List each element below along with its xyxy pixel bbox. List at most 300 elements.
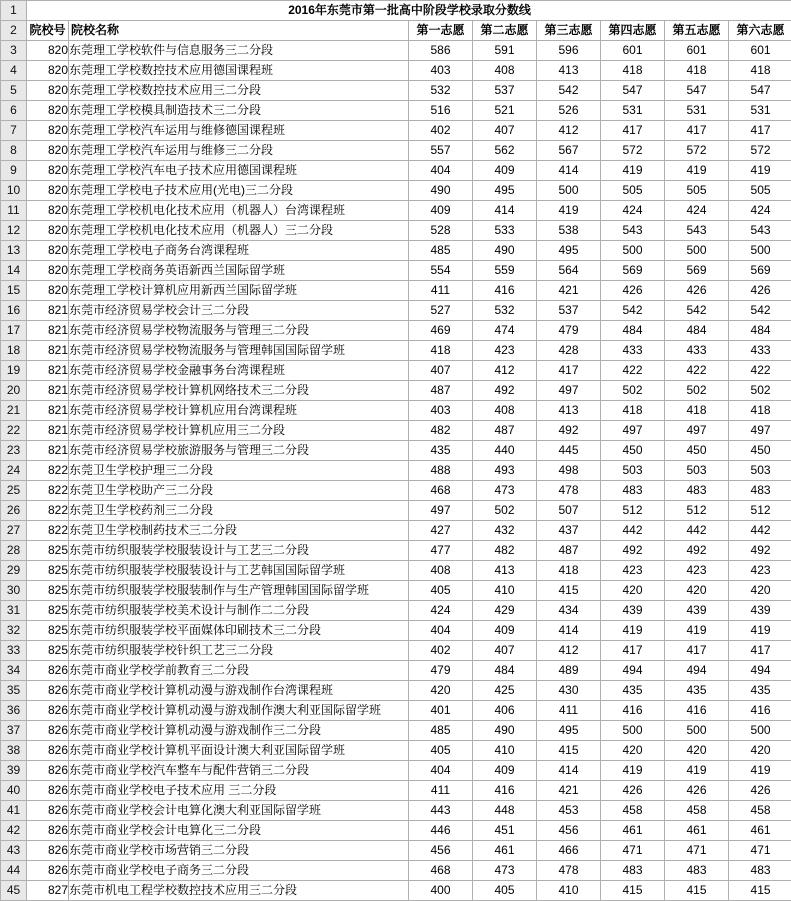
cell-score-choice-1[interactable]: 402 [409, 641, 473, 661]
cell-score-choice-4[interactable]: 471 [601, 841, 665, 861]
cell-score-choice-6[interactable]: 439 [729, 601, 791, 621]
cell-score-choice-2[interactable]: 410 [473, 581, 537, 601]
table-row[interactable] [1, 421, 791, 441]
cell-score-choice-5[interactable]: 423 [665, 561, 729, 581]
cell-score-choice-2[interactable]: 423 [473, 341, 537, 361]
cell-score-choice-5[interactable]: 420 [665, 741, 729, 761]
cell-school-name[interactable]: 东莞市商业学校计算机平面设计澳大利亚国际留学班 [69, 741, 409, 761]
row-header[interactable]: 1 [1, 1, 27, 21]
cell-score-choice-5[interactable]: 500 [665, 241, 729, 261]
cell-school-code[interactable]: 826 [27, 861, 69, 881]
cell-school-name[interactable]: 东莞卫生学校药剂三二分段 [69, 501, 409, 521]
cell-score-choice-5[interactable]: 471 [665, 841, 729, 861]
cell-score-choice-2[interactable]: 492 [473, 381, 537, 401]
cell-score-choice-2[interactable]: 409 [473, 161, 537, 181]
cell-school-name[interactable]: 东莞市经济贸易学校物流服务与管理韩国国际留学班 [69, 341, 409, 361]
cell-school-name[interactable]: 东莞市经济贸易学校计算机应用三二分段 [69, 421, 409, 441]
cell-school-name[interactable]: 东莞市商业学校电子技术应用 三二分段 [69, 781, 409, 801]
row-header[interactable]: 38 [1, 741, 27, 761]
table-row[interactable] [1, 741, 791, 761]
cell-score-choice-6[interactable]: 418 [729, 61, 791, 81]
table-row[interactable] [1, 361, 791, 381]
cell-score-choice-4[interactable]: 418 [601, 401, 665, 421]
cell-score-choice-1[interactable]: 405 [409, 581, 473, 601]
cell-score-choice-6[interactable]: 417 [729, 121, 791, 141]
cell-score-choice-2[interactable]: 521 [473, 101, 537, 121]
cell-score-choice-2[interactable]: 407 [473, 121, 537, 141]
cell-score-choice-4[interactable]: 426 [601, 281, 665, 301]
cell-score-choice-1[interactable]: 402 [409, 121, 473, 141]
cell-score-choice-5[interactable]: 416 [665, 701, 729, 721]
cell-score-choice-1[interactable]: 446 [409, 821, 473, 841]
cell-school-code[interactable]: 820 [27, 61, 69, 81]
cell-score-choice-2[interactable]: 487 [473, 421, 537, 441]
cell-score-choice-5[interactable]: 601 [665, 41, 729, 61]
cell-school-code[interactable]: 820 [27, 241, 69, 261]
cell-score-choice-1[interactable]: 456 [409, 841, 473, 861]
cell-score-choice-4[interactable]: 419 [601, 161, 665, 181]
cell-score-choice-6[interactable]: 420 [729, 741, 791, 761]
cell-score-choice-2[interactable]: 482 [473, 541, 537, 561]
cell-school-code[interactable]: 826 [27, 741, 69, 761]
row-header[interactable]: 30 [1, 581, 27, 601]
cell-school-name[interactable]: 东莞市商业学校会计电算化澳大利亚国际留学班 [69, 801, 409, 821]
cell-school-name[interactable]: 东莞理工学校软件与信息服务三二分段 [69, 41, 409, 61]
cell-score-choice-2[interactable]: 490 [473, 241, 537, 261]
cell-score-choice-5[interactable]: 450 [665, 441, 729, 461]
cell-score-choice-5[interactable]: 484 [665, 321, 729, 341]
table-row[interactable] [1, 841, 791, 861]
cell-score-choice-6[interactable]: 450 [729, 441, 791, 461]
cell-score-choice-3[interactable]: 413 [537, 401, 601, 421]
table-row[interactable] [1, 281, 791, 301]
cell-score-choice-1[interactable]: 404 [409, 761, 473, 781]
cell-score-choice-4[interactable]: 484 [601, 321, 665, 341]
row-header[interactable]: 33 [1, 641, 27, 661]
cell-school-code[interactable]: 821 [27, 301, 69, 321]
row-header[interactable]: 45 [1, 881, 27, 901]
cell-score-choice-6[interactable]: 601 [729, 41, 791, 61]
cell-score-choice-5[interactable]: 494 [665, 661, 729, 681]
cell-score-choice-1[interactable]: 586 [409, 41, 473, 61]
cell-school-code[interactable]: 827 [27, 881, 69, 901]
cell-school-code[interactable]: 821 [27, 321, 69, 341]
cell-score-choice-5[interactable]: 419 [665, 621, 729, 641]
cell-score-choice-2[interactable]: 416 [473, 781, 537, 801]
row-header[interactable]: 20 [1, 381, 27, 401]
cell-score-choice-4[interactable]: 505 [601, 181, 665, 201]
cell-score-choice-4[interactable]: 418 [601, 61, 665, 81]
cell-score-choice-5[interactable]: 492 [665, 541, 729, 561]
cell-score-choice-1[interactable]: 485 [409, 241, 473, 261]
cell-score-choice-1[interactable]: 418 [409, 341, 473, 361]
cell-score-choice-2[interactable]: 461 [473, 841, 537, 861]
table-row[interactable] [1, 221, 791, 241]
table-row[interactable] [1, 641, 791, 661]
cell-score-choice-1[interactable]: 490 [409, 181, 473, 201]
cell-school-name[interactable]: 东莞市纺织服装学校服装设计与工艺韩国国际留学班 [69, 561, 409, 581]
cell-score-choice-3[interactable]: 414 [537, 621, 601, 641]
row-header[interactable]: 35 [1, 681, 27, 701]
row-header[interactable]: 27 [1, 521, 27, 541]
cell-school-name[interactable]: 东莞卫生学校制药技术三二分段 [69, 521, 409, 541]
cell-score-choice-1[interactable]: 477 [409, 541, 473, 561]
row-header[interactable]: 5 [1, 81, 27, 101]
table-row[interactable] [1, 561, 791, 581]
cell-score-choice-5[interactable]: 502 [665, 381, 729, 401]
cell-score-choice-1[interactable]: 427 [409, 521, 473, 541]
cell-school-name[interactable]: 东莞理工学校汽车运用与维修德国课程班 [69, 121, 409, 141]
cell-score-choice-2[interactable]: 591 [473, 41, 537, 61]
cell-score-choice-6[interactable]: 500 [729, 721, 791, 741]
table-row[interactable] [1, 581, 791, 601]
cell-school-name[interactable]: 东莞理工学校计算机应用新西兰国际留学班 [69, 281, 409, 301]
cell-school-name[interactable]: 东莞理工学校机电化技术应用（机器人）三二分段 [69, 221, 409, 241]
cell-score-choice-2[interactable]: 473 [473, 481, 537, 501]
cell-score-choice-5[interactable]: 433 [665, 341, 729, 361]
cell-score-choice-3[interactable]: 445 [537, 441, 601, 461]
cell-score-choice-5[interactable]: 426 [665, 781, 729, 801]
cell-school-code[interactable]: 820 [27, 141, 69, 161]
cell-score-choice-1[interactable]: 516 [409, 101, 473, 121]
cell-score-choice-5[interactable]: 497 [665, 421, 729, 441]
table-row[interactable] [1, 781, 791, 801]
cell-score-choice-5[interactable]: 458 [665, 801, 729, 821]
cell-score-choice-2[interactable]: 490 [473, 721, 537, 741]
row-header[interactable]: 11 [1, 201, 27, 221]
row-header[interactable]: 10 [1, 181, 27, 201]
cell-score-choice-1[interactable]: 488 [409, 461, 473, 481]
row-header[interactable]: 17 [1, 321, 27, 341]
cell-score-choice-4[interactable]: 419 [601, 621, 665, 641]
cell-score-choice-2[interactable]: 408 [473, 61, 537, 81]
cell-score-choice-3[interactable]: 415 [537, 741, 601, 761]
cell-score-choice-4[interactable]: 494 [601, 661, 665, 681]
cell-score-choice-3[interactable]: 478 [537, 481, 601, 501]
cell-score-choice-3[interactable]: 417 [537, 361, 601, 381]
row-header[interactable]: 42 [1, 821, 27, 841]
cell-score-choice-6[interactable]: 422 [729, 361, 791, 381]
cell-score-choice-5[interactable]: 505 [665, 181, 729, 201]
table-row[interactable] [1, 801, 791, 821]
table-row[interactable] [1, 501, 791, 521]
row-header[interactable]: 43 [1, 841, 27, 861]
cell-score-choice-4[interactable]: 422 [601, 361, 665, 381]
cell-score-choice-6[interactable]: 505 [729, 181, 791, 201]
cell-score-choice-4[interactable]: 542 [601, 301, 665, 321]
cell-score-choice-1[interactable]: 408 [409, 561, 473, 581]
cell-score-choice-2[interactable]: 474 [473, 321, 537, 341]
cell-score-choice-6[interactable]: 503 [729, 461, 791, 481]
cell-school-name[interactable]: 东莞市商业学校汽车整车与配件营销三二分段 [69, 761, 409, 781]
cell-score-choice-4[interactable]: 420 [601, 581, 665, 601]
table-row[interactable] [1, 121, 791, 141]
row-header[interactable]: 13 [1, 241, 27, 261]
cell-school-name[interactable]: 东莞卫生学校护理三二分段 [69, 461, 409, 481]
cell-school-name[interactable]: 东莞理工学校电子商务台湾课程班 [69, 241, 409, 261]
cell-score-choice-2[interactable]: 405 [473, 881, 537, 901]
cell-school-name[interactable]: 东莞市纺织服装学校服装制作与生产管理韩国国际留学班 [69, 581, 409, 601]
cell-score-choice-6[interactable]: 494 [729, 661, 791, 681]
cell-score-choice-3[interactable]: 507 [537, 501, 601, 521]
cell-score-choice-6[interactable]: 483 [729, 481, 791, 501]
table-row[interactable] [1, 521, 791, 541]
cell-school-code[interactable]: 820 [27, 81, 69, 101]
cell-score-choice-2[interactable]: 533 [473, 221, 537, 241]
cell-school-name[interactable]: 东莞市纺织服装学校针织工艺三二分段 [69, 641, 409, 661]
row-header[interactable]: 44 [1, 861, 27, 881]
cell-score-choice-4[interactable]: 415 [601, 881, 665, 901]
cell-score-choice-1[interactable]: 403 [409, 61, 473, 81]
cell-score-choice-2[interactable]: 537 [473, 81, 537, 101]
cell-score-choice-5[interactable]: 420 [665, 581, 729, 601]
cell-score-choice-1[interactable]: 479 [409, 661, 473, 681]
row-header[interactable]: 19 [1, 361, 27, 381]
cell-score-choice-1[interactable]: 554 [409, 261, 473, 281]
cell-school-name[interactable]: 东莞市机电工程学校数控技术应用三二分段 [69, 881, 409, 901]
cell-school-code[interactable]: 820 [27, 281, 69, 301]
table-row[interactable] [1, 721, 791, 741]
cell-score-choice-1[interactable]: 405 [409, 741, 473, 761]
cell-score-choice-3[interactable]: 495 [537, 721, 601, 741]
cell-score-choice-6[interactable]: 492 [729, 541, 791, 561]
cell-score-choice-1[interactable]: 532 [409, 81, 473, 101]
cell-school-code[interactable]: 826 [27, 681, 69, 701]
row-header[interactable]: 9 [1, 161, 27, 181]
cell-score-choice-2[interactable]: 484 [473, 661, 537, 681]
row-header[interactable]: 2 [1, 21, 27, 41]
cell-score-choice-4[interactable]: 442 [601, 521, 665, 541]
cell-score-choice-5[interactable]: 418 [665, 61, 729, 81]
cell-score-choice-2[interactable]: 559 [473, 261, 537, 281]
row-header[interactable]: 31 [1, 601, 27, 621]
cell-score-choice-3[interactable]: 567 [537, 141, 601, 161]
cell-score-choice-1[interactable]: 443 [409, 801, 473, 821]
cell-score-choice-6[interactable]: 461 [729, 821, 791, 841]
row-header[interactable]: 23 [1, 441, 27, 461]
cell-score-choice-5[interactable]: 442 [665, 521, 729, 541]
cell-score-choice-5[interactable]: 417 [665, 641, 729, 661]
cell-score-choice-3[interactable]: 466 [537, 841, 601, 861]
cell-school-code[interactable]: 820 [27, 261, 69, 281]
row-header[interactable]: 12 [1, 221, 27, 241]
cell-score-choice-5[interactable]: 543 [665, 221, 729, 241]
cell-score-choice-6[interactable]: 500 [729, 241, 791, 261]
cell-school-name[interactable]: 东莞理工学校模具制造技术三二分段 [69, 101, 409, 121]
cell-score-choice-1[interactable]: 482 [409, 421, 473, 441]
cell-score-choice-5[interactable]: 500 [665, 721, 729, 741]
cell-score-choice-6[interactable]: 512 [729, 501, 791, 521]
cell-score-choice-4[interactable]: 424 [601, 201, 665, 221]
table-row[interactable] [1, 681, 791, 701]
cell-score-choice-5[interactable]: 435 [665, 681, 729, 701]
cell-score-choice-4[interactable]: 502 [601, 381, 665, 401]
table-row[interactable] [1, 821, 791, 841]
cell-school-code[interactable]: 826 [27, 781, 69, 801]
cell-score-choice-4[interactable]: 420 [601, 741, 665, 761]
cell-score-choice-6[interactable]: 471 [729, 841, 791, 861]
cell-score-choice-5[interactable]: 461 [665, 821, 729, 841]
cell-score-choice-2[interactable]: 407 [473, 641, 537, 661]
cell-score-choice-2[interactable]: 448 [473, 801, 537, 821]
cell-score-choice-2[interactable]: 414 [473, 201, 537, 221]
cell-score-choice-6[interactable]: 416 [729, 701, 791, 721]
table-row[interactable] [1, 101, 791, 121]
cell-score-choice-3[interactable]: 456 [537, 821, 601, 841]
cell-score-choice-1[interactable]: 468 [409, 861, 473, 881]
cell-score-choice-4[interactable]: 416 [601, 701, 665, 721]
cell-score-choice-5[interactable]: 483 [665, 861, 729, 881]
cell-score-choice-6[interactable]: 419 [729, 621, 791, 641]
cell-school-code[interactable]: 822 [27, 461, 69, 481]
cell-score-choice-1[interactable]: 557 [409, 141, 473, 161]
cell-score-choice-1[interactable]: 424 [409, 601, 473, 621]
cell-score-choice-2[interactable]: 408 [473, 401, 537, 421]
cell-score-choice-6[interactable]: 484 [729, 321, 791, 341]
cell-score-choice-1[interactable]: 409 [409, 201, 473, 221]
cell-score-choice-1[interactable]: 487 [409, 381, 473, 401]
cell-score-choice-5[interactable]: 547 [665, 81, 729, 101]
row-header[interactable]: 34 [1, 661, 27, 681]
cell-score-choice-3[interactable]: 419 [537, 201, 601, 221]
cell-score-choice-3[interactable]: 538 [537, 221, 601, 241]
cell-score-choice-1[interactable]: 469 [409, 321, 473, 341]
cell-score-choice-2[interactable]: 532 [473, 301, 537, 321]
cell-score-choice-4[interactable]: 500 [601, 241, 665, 261]
cell-score-choice-4[interactable]: 569 [601, 261, 665, 281]
row-header[interactable]: 22 [1, 421, 27, 441]
cell-score-choice-3[interactable]: 411 [537, 701, 601, 721]
table-row[interactable] [1, 661, 791, 681]
row-header[interactable]: 4 [1, 61, 27, 81]
cell-school-name[interactable]: 东莞市纺织服装学校服装设计与工艺三二分段 [69, 541, 409, 561]
cell-score-choice-4[interactable]: 492 [601, 541, 665, 561]
cell-school-code[interactable]: 821 [27, 361, 69, 381]
cell-score-choice-2[interactable]: 425 [473, 681, 537, 701]
cell-school-code[interactable]: 822 [27, 481, 69, 501]
cell-score-choice-4[interactable]: 547 [601, 81, 665, 101]
row-header[interactable]: 7 [1, 121, 27, 141]
cell-score-choice-4[interactable]: 417 [601, 121, 665, 141]
cell-school-name[interactable]: 东莞市经济贸易学校金融事务台湾课程班 [69, 361, 409, 381]
cell-score-choice-5[interactable]: 531 [665, 101, 729, 121]
cell-score-choice-3[interactable]: 414 [537, 161, 601, 181]
cell-score-choice-3[interactable]: 434 [537, 601, 601, 621]
table-row[interactable] [1, 541, 791, 561]
cell-score-choice-3[interactable]: 498 [537, 461, 601, 481]
cell-score-choice-1[interactable]: 401 [409, 701, 473, 721]
cell-school-code[interactable]: 826 [27, 761, 69, 781]
cell-score-choice-3[interactable]: 418 [537, 561, 601, 581]
cell-score-choice-4[interactable]: 458 [601, 801, 665, 821]
cell-score-choice-2[interactable]: 473 [473, 861, 537, 881]
cell-score-choice-2[interactable]: 409 [473, 761, 537, 781]
cell-score-choice-5[interactable]: 572 [665, 141, 729, 161]
cell-score-choice-1[interactable]: 411 [409, 281, 473, 301]
cell-score-choice-3[interactable]: 413 [537, 61, 601, 81]
cell-score-choice-3[interactable]: 437 [537, 521, 601, 541]
cell-score-choice-6[interactable]: 569 [729, 261, 791, 281]
cell-score-choice-6[interactable]: 483 [729, 861, 791, 881]
cell-score-choice-1[interactable]: 528 [409, 221, 473, 241]
table-row[interactable] [1, 621, 791, 641]
cell-score-choice-5[interactable]: 426 [665, 281, 729, 301]
cell-score-choice-3[interactable]: 489 [537, 661, 601, 681]
cell-score-choice-2[interactable]: 409 [473, 621, 537, 641]
cell-school-name[interactable]: 东莞市经济贸易学校计算机应用台湾课程班 [69, 401, 409, 421]
cell-school-name[interactable]: 东莞理工学校数控技术应用德国课程班 [69, 61, 409, 81]
cell-school-name[interactable]: 东莞市商业学校计算机动漫与游戏制作三二分段 [69, 721, 409, 741]
cell-school-code[interactable]: 825 [27, 541, 69, 561]
cell-score-choice-6[interactable]: 572 [729, 141, 791, 161]
cell-score-choice-4[interactable]: 417 [601, 641, 665, 661]
row-header[interactable]: 6 [1, 101, 27, 121]
table-row[interactable] [1, 141, 791, 161]
cell-score-choice-6[interactable]: 419 [729, 161, 791, 181]
table-row[interactable] [1, 301, 791, 321]
table-row[interactable] [1, 881, 791, 901]
cell-score-choice-6[interactable]: 502 [729, 381, 791, 401]
cell-score-choice-4[interactable]: 419 [601, 761, 665, 781]
cell-score-choice-3[interactable]: 487 [537, 541, 601, 561]
cell-score-choice-1[interactable]: 468 [409, 481, 473, 501]
table-row[interactable] [1, 41, 791, 61]
cell-score-choice-4[interactable]: 531 [601, 101, 665, 121]
cell-score-choice-5[interactable]: 419 [665, 161, 729, 181]
row-header[interactable]: 41 [1, 801, 27, 821]
cell-score-choice-1[interactable]: 400 [409, 881, 473, 901]
cell-score-choice-5[interactable]: 542 [665, 301, 729, 321]
cell-score-choice-3[interactable]: 537 [537, 301, 601, 321]
cell-school-name[interactable]: 东莞理工学校汽车电子技术应用德国课程班 [69, 161, 409, 181]
cell-score-choice-4[interactable]: 572 [601, 141, 665, 161]
cell-school-name[interactable]: 东莞市纺织服装学校平面媒体印刷技术三二分段 [69, 621, 409, 641]
row-header[interactable]: 26 [1, 501, 27, 521]
cell-school-name[interactable]: 东莞理工学校汽车运用与维修三二分段 [69, 141, 409, 161]
cell-score-choice-3[interactable]: 412 [537, 121, 601, 141]
cell-score-choice-5[interactable]: 569 [665, 261, 729, 281]
cell-school-name[interactable]: 东莞市商业学校市场营销三二分段 [69, 841, 409, 861]
cell-score-choice-4[interactable]: 483 [601, 481, 665, 501]
row-header[interactable]: 28 [1, 541, 27, 561]
cell-school-code[interactable]: 825 [27, 581, 69, 601]
cell-school-code[interactable]: 820 [27, 101, 69, 121]
cell-score-choice-5[interactable]: 422 [665, 361, 729, 381]
cell-school-name[interactable]: 东莞市商业学校计算机动漫与游戏制作澳大利亚国际留学班 [69, 701, 409, 721]
cell-school-name[interactable]: 东莞市商业学校会计电算化三二分段 [69, 821, 409, 841]
cell-school-name[interactable]: 东莞理工学校电子技术应用(光电)三二分段 [69, 181, 409, 201]
cell-score-choice-3[interactable]: 526 [537, 101, 601, 121]
cell-score-choice-2[interactable]: 416 [473, 281, 537, 301]
cell-score-choice-2[interactable]: 451 [473, 821, 537, 841]
row-header[interactable]: 8 [1, 141, 27, 161]
cell-school-name[interactable]: 东莞市纺织服装学校美术设计与制作二二分段 [69, 601, 409, 621]
cell-school-code[interactable]: 825 [27, 561, 69, 581]
cell-school-code[interactable]: 820 [27, 161, 69, 181]
cell-score-choice-4[interactable]: 426 [601, 781, 665, 801]
cell-score-choice-2[interactable]: 562 [473, 141, 537, 161]
cell-score-choice-4[interactable]: 439 [601, 601, 665, 621]
cell-school-name[interactable]: 东莞卫生学校助产三二分段 [69, 481, 409, 501]
cell-school-name[interactable]: 东莞市经济贸易学校旅游服务与管理三二分段 [69, 441, 409, 461]
cell-score-choice-1[interactable]: 485 [409, 721, 473, 741]
table-row[interactable] [1, 161, 791, 181]
table-row[interactable] [1, 201, 791, 221]
cell-school-code[interactable]: 826 [27, 841, 69, 861]
cell-score-choice-1[interactable]: 407 [409, 361, 473, 381]
row-header[interactable]: 36 [1, 701, 27, 721]
table-row[interactable] [1, 181, 791, 201]
